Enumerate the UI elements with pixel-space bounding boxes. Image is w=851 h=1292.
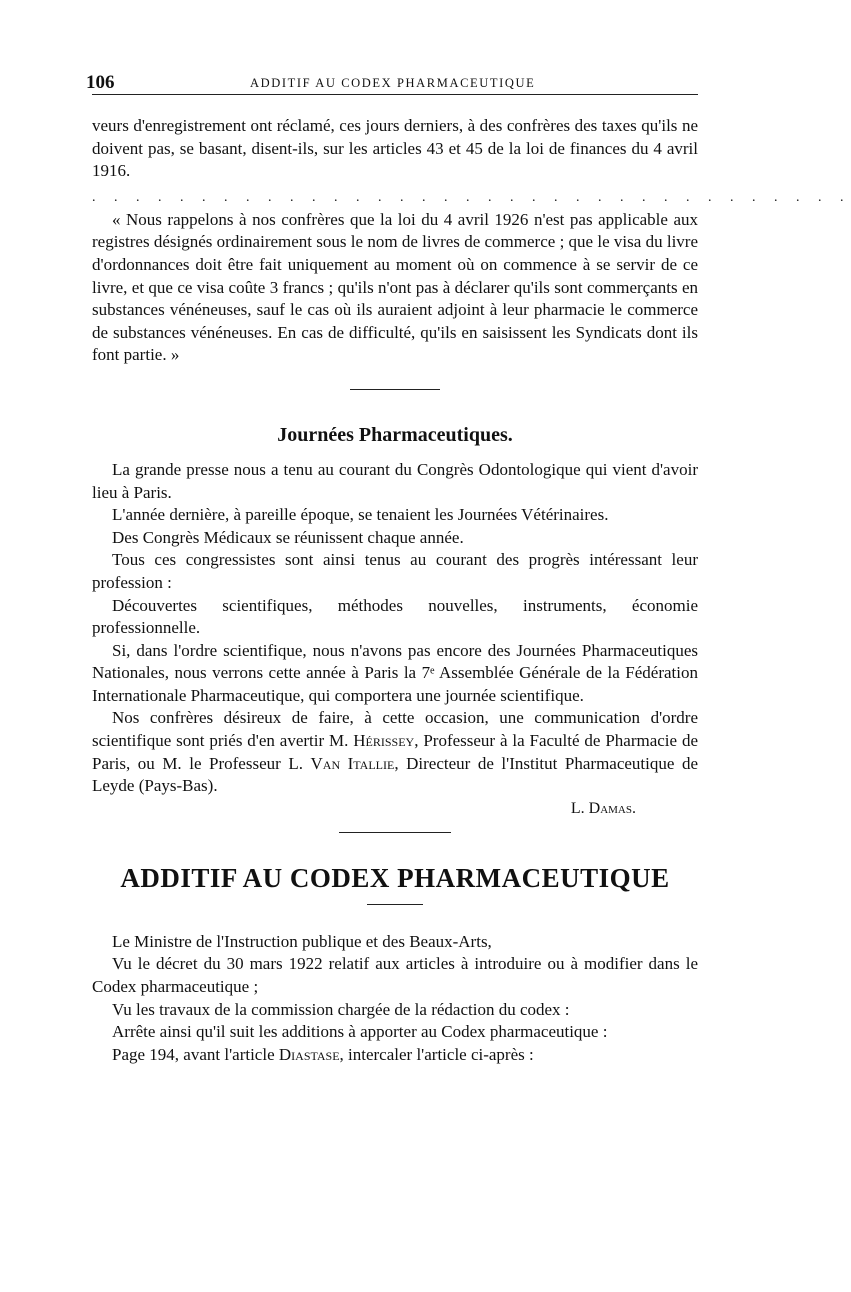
contact-text: Nos confrères désireux de faire, à cette occasion, une communication d'ordre scientifique sont priés d'en avertir M. [92,708,698,751]
additif-paragraph-last [92,1044,698,1067]
term-diastase: Diastase [278,1044,340,1064]
journees-paragraph: Découvertes scientifiques, méthodes nouvelles, instruments, économie professionnelle. [92,595,698,638]
additif-paragraph: Le Ministre de l'Instruction publique et des Beaux-Arts, [112,931,492,951]
additif-paragraph: Vu le décret du 30 mars 1922 relatif aux articles à introduire ou à modifier dans le Codex pharmaceutique ; [92,954,698,997]
journees-paragraph: L'année dernière, à pareille époque, se tenaient les Journées Vétérinaires. [112,505,609,525]
name-van-itallie: Van Itallie [310,753,395,773]
section-divider [350,389,440,390]
contact-text: , Directeur de l'Institut Pharmaceutique de Leyde (Pays-Bas). [92,753,698,796]
journees-body [92,459,698,798]
journees-paragraph: Tous ces congressistes sont ainsi tenus au courant des progrès intéressant leur profession : [92,550,698,592]
additif-title: ADDITIF AU CODEX PHARMACEUTIQUE [120,862,670,893]
running-title: ADDITIF AU CODEX PHARMACEUTIQUE [250,76,536,90]
page [86,60,851,1066]
section-divider [339,832,451,833]
additif-paragraph: Arrête ainsi qu'il suit les additions à apporter au Codex pharmaceutique : [112,1022,608,1042]
running-head [86,60,698,95]
journees-title: Journées Pharmaceutiques. [277,423,513,446]
additif-body [92,931,698,1067]
additif-paragraph: Vu les travaux de la commission chargée de la rédaction du codex : [112,999,570,1019]
name-herissey: Hérissey [353,731,415,751]
journees-paragraph: Si, dans l'ordre scientifique, nous n'avons pas encore des Journées Pharmaceutiques Nationales, nous verrons cette année à Paris la 7ᵉ Assemblée Générale de la Fédération Internationale Pharmaceutique, qui comportera une journée scientifique. [92,640,698,705]
contact-text: , Professeur à la Faculté de Pharmacie de Paris, ou M. le Professeur L. [92,731,698,773]
journees-paragraph-contact [92,707,698,797]
quote-section [92,209,698,367]
ellipsis-separator: . . . . . . . . . . . . . . . . . . . . . . . . . . . . . . . . . . . [92,189,851,205]
quote-paragraph: « Nous rappelons à nos confrères que la loi du 4 avril 1926 n'est pas applicable aux registres désignés ordinairement sous le nom de livres de commerce ; que le visa du livre d'ordonnances doit être fait uniquement au moment où on commence à se servir de ce livre, et que ce visa coûte 3 francs ; qu'ils n'ont pas à déclarer qu'ils sont commerçants en substances vénéneuses, sauf le cas où ils auraient adjoint à leur pharmacie le commerce de substances vénéneuses. En cas de difficulté, qu'ils en saisissent les Syndicats dont ils font partie. » [92,209,698,365]
intro-paragraph: veurs d'enregistrement ont réclamé, ces jours derniers, à des confrères des taxes qu'ils ne doivent pas, se basant, disent-ils, sur les articles 43 et 45 de la loi de finances du 4 avril 1916. [92,116,698,181]
additif-text: Page 194, avant l'article [112,1044,279,1064]
journees-paragraph: La grande presse nous a tenu au courant du Congrès Odontologique qui vient d'avoir lieu à Paris. [92,459,698,502]
title-underline [367,904,423,905]
page-number: 106 [86,72,115,93]
journees-paragraph: Des Congrès Médicaux se réunissent chaque année. [112,527,464,547]
intro-section [92,115,698,183]
additif-text: , intercaler l'article ci-après : [339,1044,534,1064]
signature: L. Damas. [570,799,636,817]
